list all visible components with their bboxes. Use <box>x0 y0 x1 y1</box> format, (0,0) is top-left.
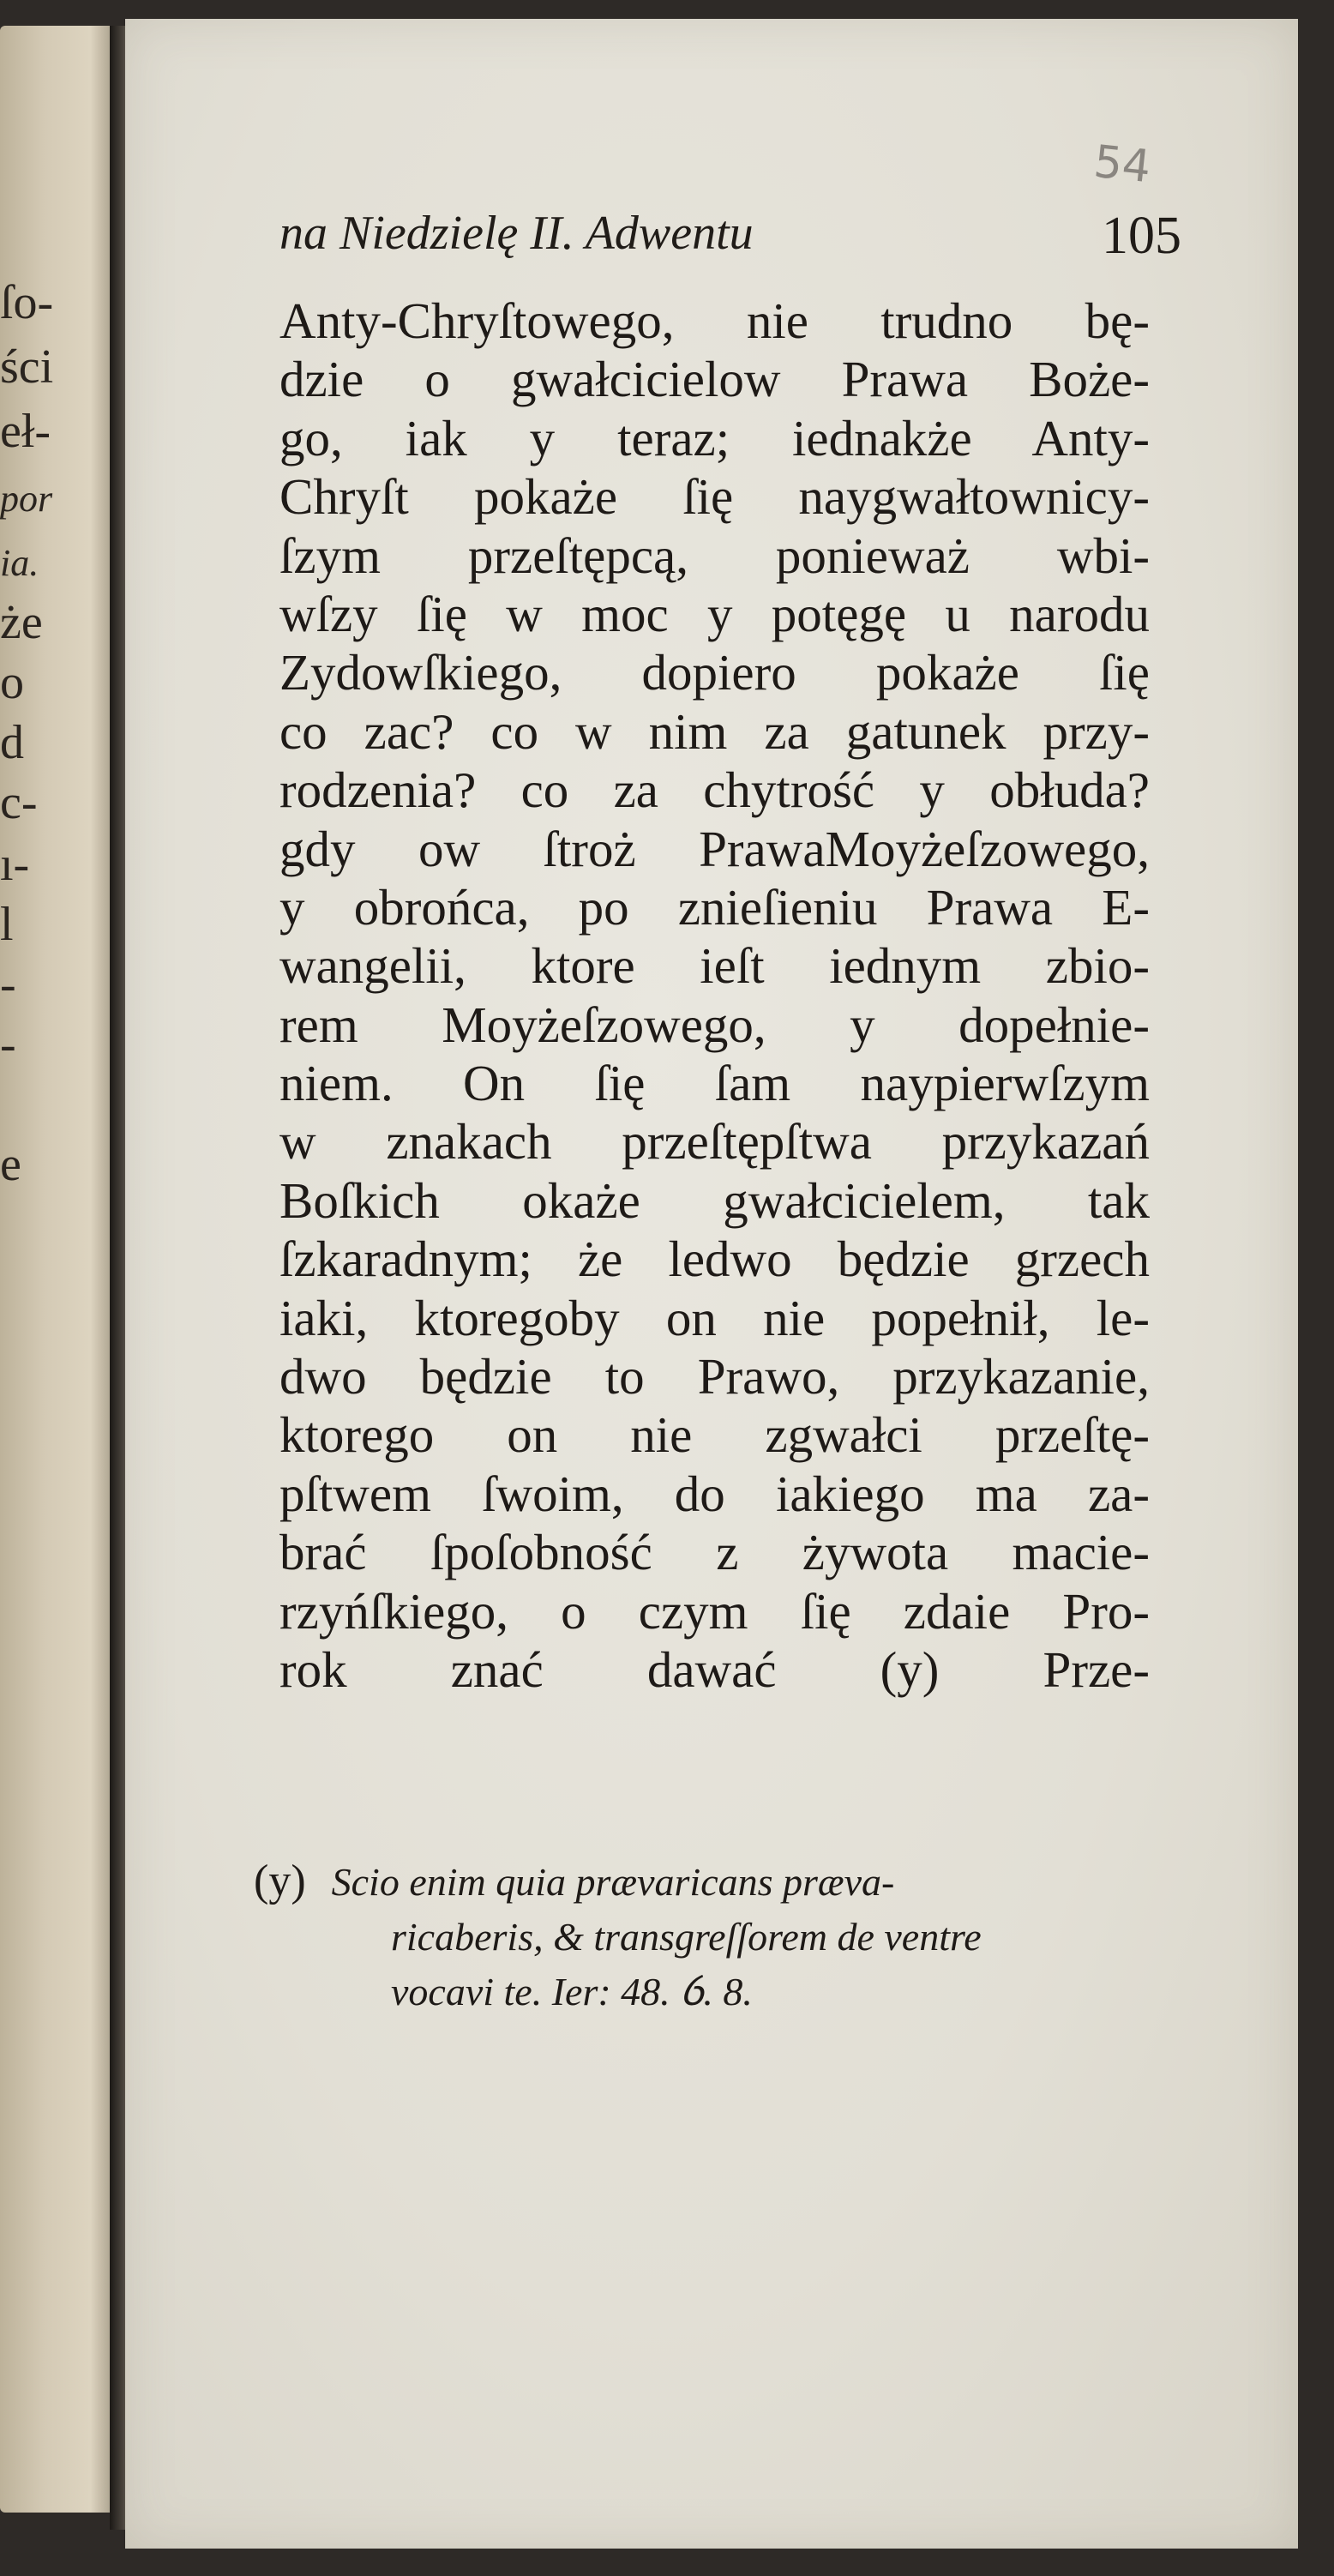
page-number: 105 <box>1102 207 1181 265</box>
left-page-edge <box>0 26 113 2513</box>
running-head-title: na Niedzielę II. Adwentu <box>279 207 754 260</box>
text-line: go, iak y teraz; iednakże Anty- <box>279 409 1150 466</box>
left-fragment: że <box>0 596 43 649</box>
book-page <box>125 19 1298 2549</box>
text-line: dwo będzie to Prawo, przykazanie, <box>279 1348 1150 1405</box>
text-line: wſzy ſię w moc y potęgę u narodu <box>279 585 1150 642</box>
left-fragment: por <box>0 478 53 520</box>
left-fragment: e <box>0 1138 21 1191</box>
text-line: iaki, ktoregoby on nie popełnił, le- <box>279 1289 1150 1346</box>
text-line: brać ſpoſobność z żywota macie- <box>279 1524 1150 1581</box>
left-fragment: ia. <box>0 542 39 584</box>
text-line: y obrońca, po znieſieniu Prawa E- <box>279 878 1150 936</box>
left-fragment: - <box>0 958 16 1011</box>
left-fragment: d <box>0 716 24 769</box>
text-line: Boſkich okaże gwałcicielem, tak <box>279 1171 1150 1229</box>
text-line: rodzenia? co za chytrość y obłuda? <box>279 761 1150 819</box>
left-fragment: eł- <box>0 405 51 458</box>
footnote-marker: (y) <box>254 1857 306 1905</box>
left-fragment: o <box>0 656 24 709</box>
left-fragment: - <box>0 1018 16 1071</box>
text-line: ktorego on nie zgwałci przeſtę- <box>279 1406 1150 1464</box>
text-line: Chryſt pokaże ſię naygwałtownicy- <box>279 468 1150 526</box>
footnote-line <box>254 1854 1197 1910</box>
left-fragment: ı- <box>0 838 30 891</box>
text-line: wangelii, ktore ieſt iednym zbio- <box>279 937 1150 995</box>
text-line-catchword: rok znać dawać (y) Prze- <box>279 1640 1150 1698</box>
text-line: ſzym przeſtępcą, ponieważ wbi- <box>279 527 1150 584</box>
footnote-text: Scio enim quia prævaricans præva- <box>331 1860 895 1904</box>
body-text <box>279 292 1150 1699</box>
text-line: Zydowſkiego, dopiero pokaże ſię <box>279 644 1150 701</box>
footnote-line: vocavi te. Ier: 48. ỽ. 8. <box>391 1970 753 2013</box>
running-head <box>279 206 1188 265</box>
footnote-line: ricaberis, & transgreſſorem de ventre <box>391 1915 982 1959</box>
text-line: Anty-Chryſtowego, nie trudno bę- <box>279 292 1150 349</box>
text-line: pſtwem ſwoim, do iakiego ma za- <box>279 1465 1150 1522</box>
left-fragment: c- <box>0 776 38 829</box>
text-line: w znakach przeſtępſtwa przykazań <box>279 1113 1150 1171</box>
text-line: co zac? co w nim za gatunek przy- <box>279 702 1150 760</box>
text-line: rzyńſkiego, o czym ſię zdaie Pro- <box>279 1582 1150 1640</box>
text-line: ſzkaradnym; że ledwo będzie grzech <box>279 1231 1150 1288</box>
text-line: rem Moyżeſzowego, y dopełnie- <box>279 996 1150 1053</box>
text-line: dzie o gwałcicielow Prawa Boże- <box>279 351 1150 408</box>
left-fragment: ści <box>0 340 54 394</box>
text-line: niem. On ſię ſam naypierwſzym <box>279 1055 1150 1112</box>
left-fragment: ſo- <box>0 276 54 329</box>
text-line: gdy ow ſtroż PrawaMoyżeſzowego, <box>279 820 1150 877</box>
folio-pencil-mark: 54 <box>1091 135 1154 194</box>
footnote <box>254 1854 1197 2019</box>
left-fragment: l <box>0 898 14 951</box>
